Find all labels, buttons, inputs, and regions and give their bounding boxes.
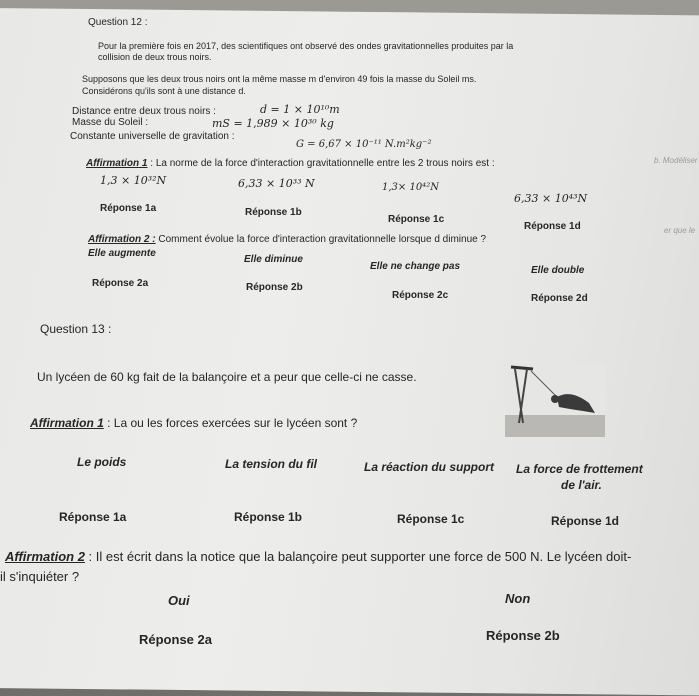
q12-answer-2a[interactable]: Réponse 2a [92, 278, 149, 289]
q12-option-1c: 1,3× 10⁴²N [382, 182, 439, 193]
q12-intro-line1: Pour la première fois en 2017, des scientifiques ont observé des ondes gravitationnelles produites par la [98, 41, 514, 51]
q12-suppose-line1: Supposons que les deux trous noirs ont la même masse m d'environ 49 fois la masse du Soleil ms. [82, 74, 477, 84]
q13-affirmation-1 [30, 416, 357, 430]
q13-option-2b: Non [505, 591, 531, 606]
q12-answer-1d[interactable]: Réponse 1d [524, 221, 581, 232]
affirmation-label: Affirmation 2 : [88, 234, 156, 245]
affirmation-label: Affirmation 1 [86, 158, 148, 169]
affirmation-label: Affirmation 2 [5, 549, 85, 564]
margin-note-que: er que le [664, 226, 696, 235]
q12-option-2a: Elle augmente [88, 248, 156, 259]
q13-option-1a: Le poids [77, 455, 127, 469]
q13-answer-1a[interactable]: Réponse 1a [59, 510, 127, 524]
q12-option-2d: Elle double [531, 265, 585, 276]
q13-answer-1d[interactable]: Réponse 1d [551, 514, 620, 528]
q13-answer-2a[interactable]: Réponse 2a [139, 632, 212, 647]
q12-answer-2d[interactable]: Réponse 2d [531, 293, 588, 304]
q12-answer-2b[interactable]: Réponse 2b [246, 282, 303, 293]
affirmation-text: : La norme de la force d'interaction gravitationnelle entre les 2 trous noirs est : [147, 158, 495, 169]
q12-option-1b: 6,33 × 10³³ N [238, 177, 315, 190]
g-constant-value: G = 6,67 × 10⁻¹¹ N.m²kg⁻² [296, 139, 432, 150]
q12-suppose-line2: Considérons qu'ils sont à une distance d. [82, 86, 246, 96]
q12-option-1d: 6,33 × 10⁴³N [514, 192, 588, 205]
sun-mass-label: Masse du Soleil : [72, 117, 149, 128]
q12-answer-2c[interactable]: Réponse 2c [392, 290, 449, 301]
sun-mass-value: mS = 1,989 × 10³⁰ kg [212, 117, 334, 130]
q13-option-1d: La force de frottement [516, 462, 643, 476]
q12-title: Question 12 : [88, 17, 148, 28]
affirmation-text: : Il est écrit dans la notice que la balançoire peut supporter une force de 500 N. Le lycéen doit- [84, 549, 632, 564]
distance-label: Distance entre deux trous noirs : [72, 106, 216, 117]
q12-affirmation-2 [88, 234, 486, 245]
q13-intro: Un lycéen de 60 kg fait de la balançoire et a peur que celle-ci ne casse. [37, 370, 417, 384]
q13-affirmation-2-line2: il s'inquiéter ? [0, 569, 80, 584]
affirmation-label: Affirmation 1 [30, 416, 104, 430]
q13-title: Question 13 : [40, 322, 112, 336]
q12-option-1a: 1,3 × 10³²N [100, 174, 167, 187]
q13-option-1c: La réaction du support [364, 460, 495, 474]
q12-intro-line2: collision de deux trous noirs. [98, 52, 212, 62]
q12-answer-1b[interactable]: Réponse 1b [245, 207, 302, 218]
affirmation-text: : La ou les forces exercées sur le lycéen sont ? [103, 416, 358, 430]
q13-option-1d-line2: de l'air. [561, 478, 602, 492]
q13-option-2a: Oui [168, 593, 190, 608]
q13-answer-1c[interactable]: Réponse 1c [397, 512, 465, 526]
q13-affirmation-2 [5, 549, 631, 564]
margin-note-modeliser: b. Modéliser [654, 156, 698, 165]
q12-answer-1c[interactable]: Réponse 1c [388, 214, 445, 225]
distance-value: d = 1 × 10¹⁰m [260, 103, 340, 116]
q13-option-1b: La tension du fil [225, 457, 317, 471]
q12-affirmation-1 [86, 158, 495, 169]
g-constant-label: Constante universelle de gravitation : [70, 131, 235, 142]
q12-option-2b: Elle diminue [244, 254, 303, 265]
q12-option-2c: Elle ne change pas [370, 261, 461, 272]
affirmation-text: Comment évolue la force d'interaction gravitationnelle lorsque d diminue ? [155, 234, 487, 245]
q13-answer-2b[interactable]: Réponse 2b [486, 628, 560, 643]
q13-answer-1b[interactable]: Réponse 1b [234, 510, 303, 524]
q12-answer-1a[interactable]: Réponse 1a [100, 203, 157, 214]
swing-photo [505, 363, 605, 437]
